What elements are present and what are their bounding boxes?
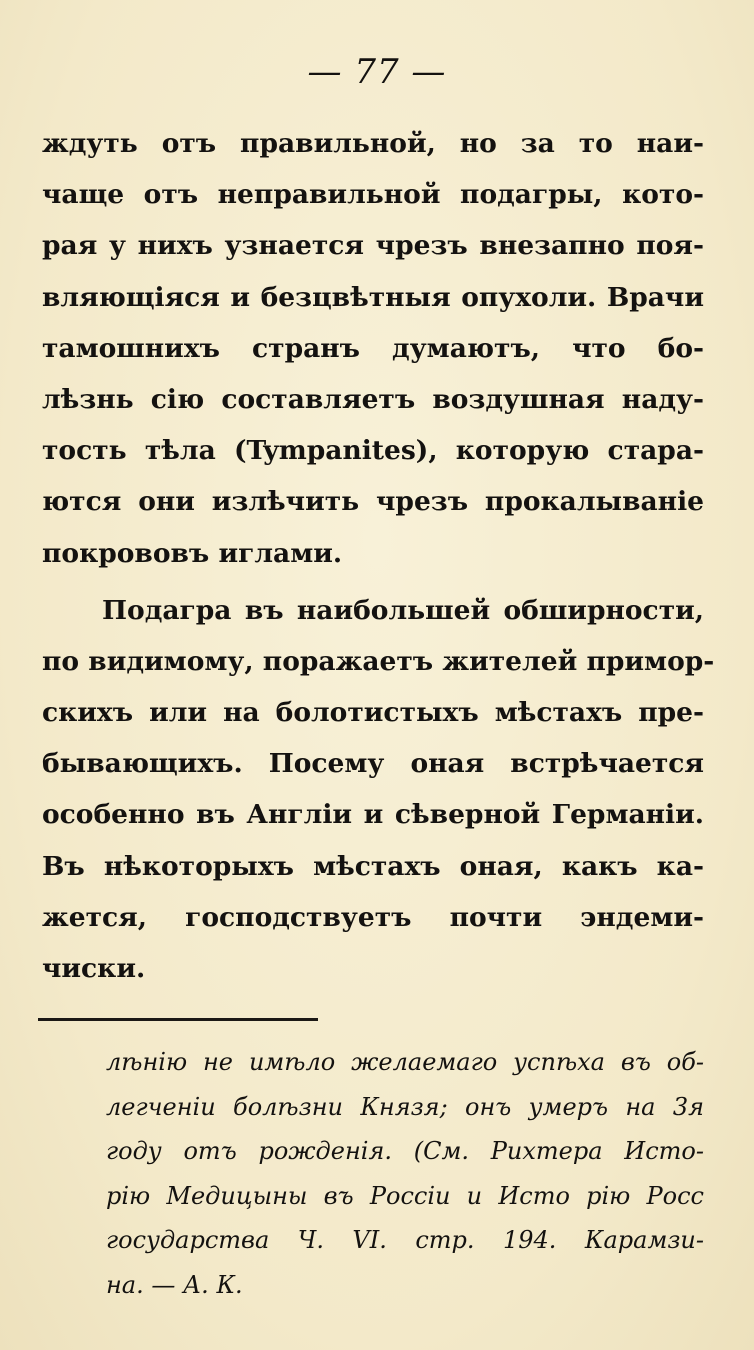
footnote-line: лѣнію не имѣло желаемаго успѣха въ об- (106, 1048, 704, 1076)
text-line: Подагра въ наибольшей обширности, (102, 594, 704, 626)
text-line: тость тѣла (Tympanites), которую стара- (42, 435, 704, 467)
footnote-separator (38, 1018, 318, 1021)
text-line: чаще отъ неправильной подагры, кото- (42, 179, 704, 211)
text-line: особенно въ Англіи и сѣверной Германіи. (42, 799, 704, 831)
text-line: вляющіяся и безцвѣтныя опухоли. Врачи (42, 281, 704, 313)
text-line: покрововъ иглами. (42, 537, 343, 569)
text-line: тамошнихъ странъ думаютъ, что бо- (42, 332, 704, 364)
text-line: скихъ или на болотистыхъ мѣстахъ пре- (42, 697, 704, 729)
page-number: — 77 — (307, 52, 447, 92)
footnote (106, 1040, 704, 1307)
text-line: Въ нѣкоторыхъ мѣстахъ оная, какъ ка- (42, 850, 704, 882)
footnote-line: на. — А. К. (106, 1270, 243, 1299)
text-line: лѣзнь сію составляетъ воздушная наду- (42, 383, 704, 415)
text-line: чиски. (42, 953, 146, 984)
footnote-line: государства Ч. VI. стр. 194. Карамзи- (106, 1226, 704, 1254)
footnote-line: легченіи болѣзни Князя; онъ умеръ на 3я (106, 1092, 704, 1121)
text-line: по видимому, поражаетъ жителей примор- (42, 645, 715, 677)
text-line: рая у нихъ узнается чрезъ внезапно поя- (42, 230, 704, 262)
footnote-line: рію Медицыны въ Россіи и Исто рію Росс (106, 1181, 704, 1210)
text-line: бывающихъ. Посему оная встрѣчается (42, 748, 704, 780)
footnote-line: году отъ рожденія. (См. Рихтера Исто- (106, 1137, 704, 1165)
text-line: жется, господствуетъ почти эндеми- (42, 901, 704, 933)
text-line: ждуть отъ правильной, но за то наи- (42, 128, 704, 159)
text-line: ются они излѣчить чрезъ прокалываніе (42, 486, 704, 518)
main-text (42, 118, 715, 994)
